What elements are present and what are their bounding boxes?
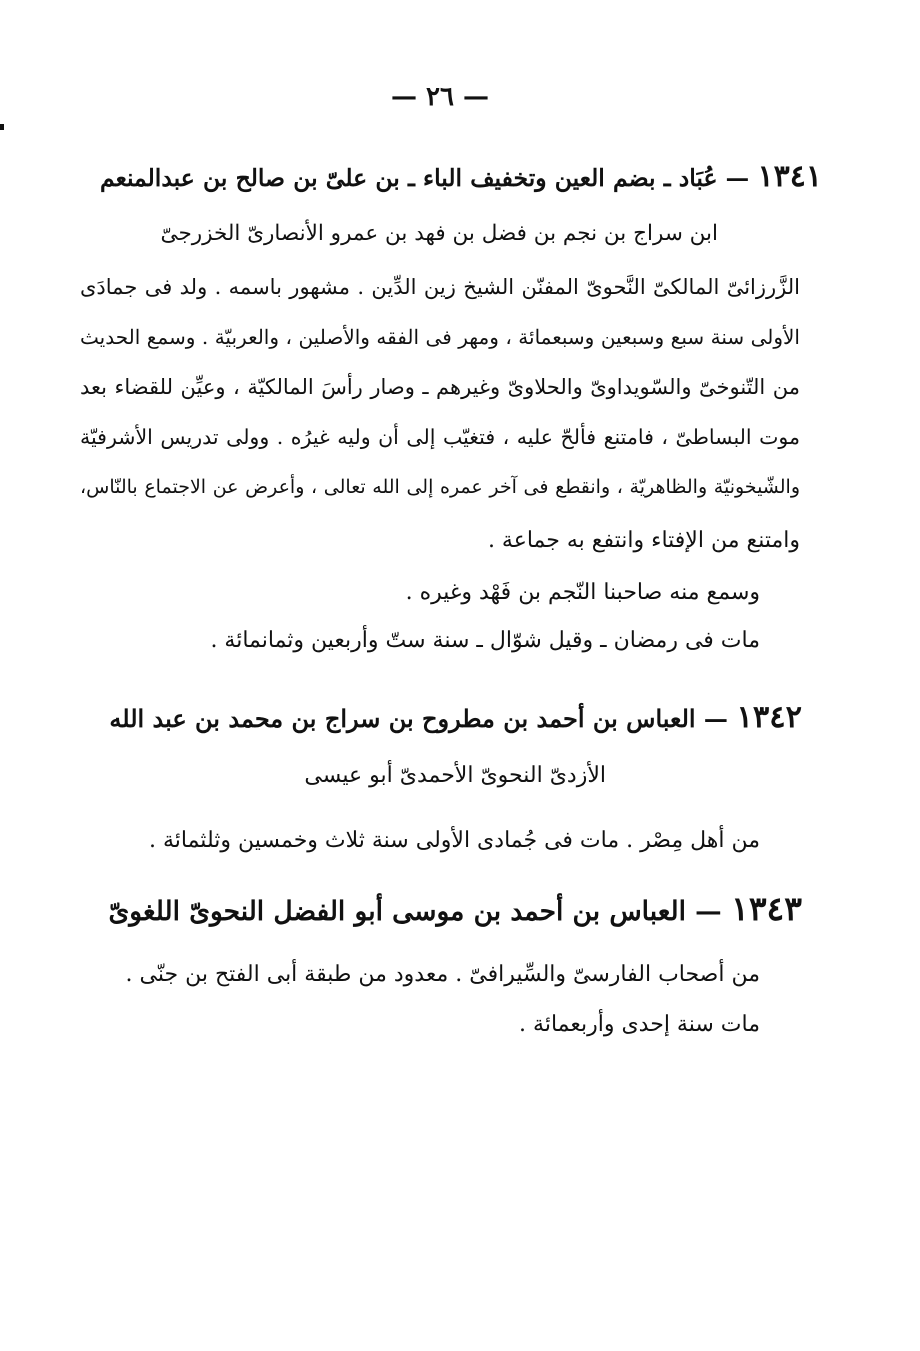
entry-1341-subheading: ابن سراج بن نجم بن فضل بن فهد بن عمرو الأنصارىّ الخزرجىّ [160,221,718,246]
entry-1343-heading [100,886,802,932]
entry-1341-death: مات فى رمضان ـ وقيل شوّال ـ سنة ستّ وأربعين وثمانمائة . [210,628,760,653]
entry-1342-heading [100,694,802,740]
entry-1341-line: موت البساطىّ ، فامتنع فألحّ عليه ، فتغيّب إلى أن وليه غيرُه . وولى تدريس الأشرفيّة [80,425,800,449]
entry-number: ١٣٤٢ [736,699,802,735]
entry-1342-subheading: الأزدىّ النحوىّ الأحمدىّ أبو عيسى [304,763,606,788]
entry-number: ١٣٤١ [757,159,822,194]
entry-1341-note: وسمع منه صاحبنا النّجم بن فَهْد وغيره . [405,580,760,605]
margin-mark [0,124,4,130]
entry-1343-death: مات سنة إحدى وأربعمائة . [519,1012,760,1037]
entry-1343-line: من أصحاب الفارسىّ والسِّيرافىّ . معدود من طبقة أبى الفتح بن جنّى . [125,962,760,987]
entry-1341-heading [90,154,822,200]
entry-1341-line: الأولى سنة سبع وسبعين وسبعمائة ، ومهر فى الفقه والأصلين ، والعربيّة . وسمع الحديث [80,325,800,349]
entry-number: ١٣٤٣ [731,889,802,928]
entry-1341-line: وامتنع من الإفتاء وانتفع به جماعة . [487,528,800,553]
entry-title: — العباس بن أحمد بن مطروح بن سراج بن محمد بن عبد الله [109,704,728,733]
entry-title: — عُبَاد ـ بضم العين وتخفيف الباء ـ بن علىّ بن صالح بن عبدالمنعم [99,164,750,192]
entry-1341-line: والشّيخونيّة والظاهريّة ، وانقطع فى آخر عمره إلى الله تعالى ، وأعرض عن الاجتماع بالنّاس، [80,476,800,498]
entry-title: — العباس بن أحمد بن موسى أبو الفضل النحوىّ اللغوىّ [108,896,722,927]
entry-1342-line: من أهل مِصْر . مات فى جُمادى الأولى سنة ثلاث وخمسين وثلثمائة . [148,828,760,853]
entry-1341-line: الزَّرزائىّ المالكىّ النَّحوىّ المفنّن الشيخ زين الدِّين . مشهور باسمه . ولد فى جمادَى [80,275,800,299]
page-number: — ٢٦ — [390,82,490,112]
entry-1341-line: من التّنوخىّ والسّويداوىّ والحلاوىّ وغيرهم ـ وصار رأسَ المالكيّة ، وعيِّن للقضاء بعد [80,375,800,399]
